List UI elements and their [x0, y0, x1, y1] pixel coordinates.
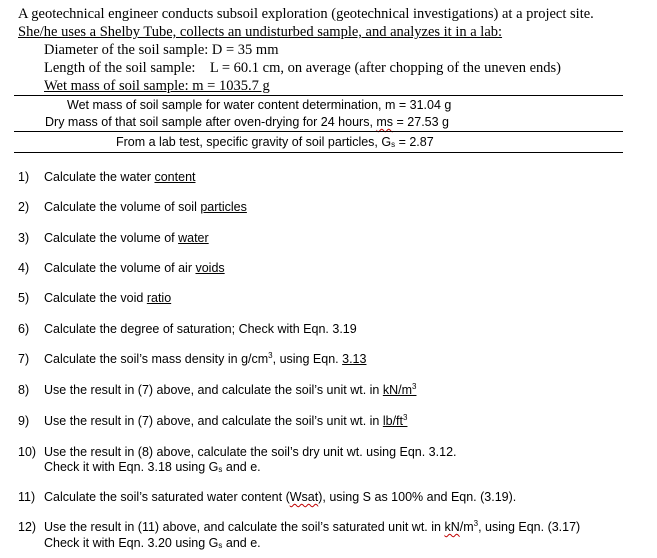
question-4 [18, 261, 225, 275]
given-length: Length of the soil sample: L = 60.1 cm, on average (after chopping of the uneven ends) [44, 60, 561, 76]
question-number: 12) [18, 520, 37, 534]
given-wet-mass-wc: Wet mass of soil sample for water content determination, m = 31.04 g [67, 98, 452, 112]
question-number: 3) [18, 231, 30, 245]
question-text-end: , using Eqn. (3.17) [478, 520, 581, 534]
unit-text: lb/ft [382, 414, 403, 428]
question-9 [18, 414, 407, 428]
question-10 [18, 445, 457, 459]
question-text: Calculate the soil’s saturated water content ( [44, 490, 290, 504]
divider-bottom [14, 152, 623, 153]
intro-line-1: A geotechnical engineer conducts subsoil exploration (geotechnical investigations) at a project site. [18, 6, 594, 22]
question-7 [18, 352, 366, 366]
unit-superscript: 3 [412, 382, 417, 391]
question-underlined: 3.13 [342, 352, 367, 366]
gs-label: From a lab test, specific gravity of soil particles, G [116, 135, 392, 149]
question-subscript: s [218, 465, 223, 474]
unit-per-m: /m [459, 520, 474, 534]
question-text: Calculate the degree of saturation; Check with Eqn. 3.19 [44, 322, 357, 336]
question-text: Calculate the void [44, 291, 147, 305]
question-number: 11) [18, 490, 36, 504]
intro-line-2: She/he uses a Shelby Tube, collects an undisturbed sample, and analyzes it in a lab: [18, 24, 503, 40]
question-text: Use the result in (11) above, and calculate the soil’s saturated unit wt. in [44, 520, 445, 534]
unit-superscript: 3 [403, 413, 408, 422]
question-number: 8) [18, 383, 30, 397]
question-number: 7) [18, 352, 30, 366]
question-text: Calculate the volume of air [44, 261, 196, 275]
question-number: 9) [18, 414, 30, 428]
question-number: 5) [18, 291, 30, 305]
divider-middle [14, 131, 623, 132]
question-underlined: voids [195, 261, 225, 275]
question-text-end: ), using S as 100% and Eqn. (3.19). [318, 490, 517, 504]
question-underlined [383, 383, 417, 397]
dry-mass-label: Dry mass of that soil sample after oven-drying for 24 hours, [45, 115, 377, 129]
question-3 [18, 231, 209, 245]
question-8 [18, 383, 416, 397]
question-text: Calculate the soil’s mass density in g/cm [44, 352, 269, 366]
question-underlined: particles [200, 200, 247, 214]
question-1 [18, 170, 196, 184]
question-text: Use the result in (8) above, calculate the soil’s dry unit wt. using Eqn. 3.12. [44, 445, 457, 459]
question-text: Calculate the volume of [44, 231, 179, 245]
given-wet-mass: Wet mass of soil sample: m = 1035.7 g [44, 78, 270, 94]
question-text: Calculate the volume of soil [44, 200, 201, 214]
ms-symbol: ms [376, 115, 394, 129]
question-number: 6) [18, 322, 30, 336]
question-superscript: 3 [473, 519, 479, 528]
question-2 [18, 200, 247, 214]
question-number: 10) [18, 445, 37, 459]
unit-kn: kN [444, 520, 460, 534]
question-number: 4) [18, 261, 30, 275]
question-12 [18, 520, 580, 534]
question-subscript: s [218, 541, 223, 550]
question-12-line-2 [44, 536, 261, 550]
given-diameter: Diameter of the soil sample: D = 35 mm [44, 42, 279, 58]
given-specific-gravity [116, 135, 434, 149]
question-6 [18, 322, 357, 336]
question-10-line-2 [44, 460, 261, 474]
gs-subscript: s [391, 140, 396, 149]
unit-text: kN/m [382, 383, 413, 397]
question-text: Check it with Eqn. 3.20 using G [44, 536, 219, 550]
question-text: Calculate the water [44, 170, 155, 184]
question-underlined [383, 414, 408, 428]
question-number: 2) [18, 200, 30, 214]
divider-top [14, 95, 623, 96]
question-text-end: and e. [222, 536, 261, 550]
question-underlined: content [154, 170, 196, 184]
question-text: Use the result in (7) above, and calculate the soil’s unit wt. in [44, 383, 383, 397]
question-5 [18, 291, 171, 305]
question-text: Use the result in (7) above, and calculate the soil’s unit wt. in [44, 414, 383, 428]
dry-mass-value: = 27.53 g [393, 115, 450, 129]
question-text: Check it with Eqn. 3.18 using G [44, 460, 219, 474]
question-superscript: 3 [268, 351, 273, 360]
question-text-end: and e. [222, 460, 261, 474]
question-11 [18, 490, 516, 504]
gs-value: = 2.87 [395, 135, 434, 149]
given-dry-mass [45, 115, 449, 129]
question-text-mid: , using Eqn. [272, 352, 343, 366]
question-underlined: ratio [146, 291, 172, 305]
question-underlined: water [178, 231, 209, 245]
question-number: 1) [18, 170, 30, 184]
wsat-symbol: Wsat [289, 490, 319, 504]
